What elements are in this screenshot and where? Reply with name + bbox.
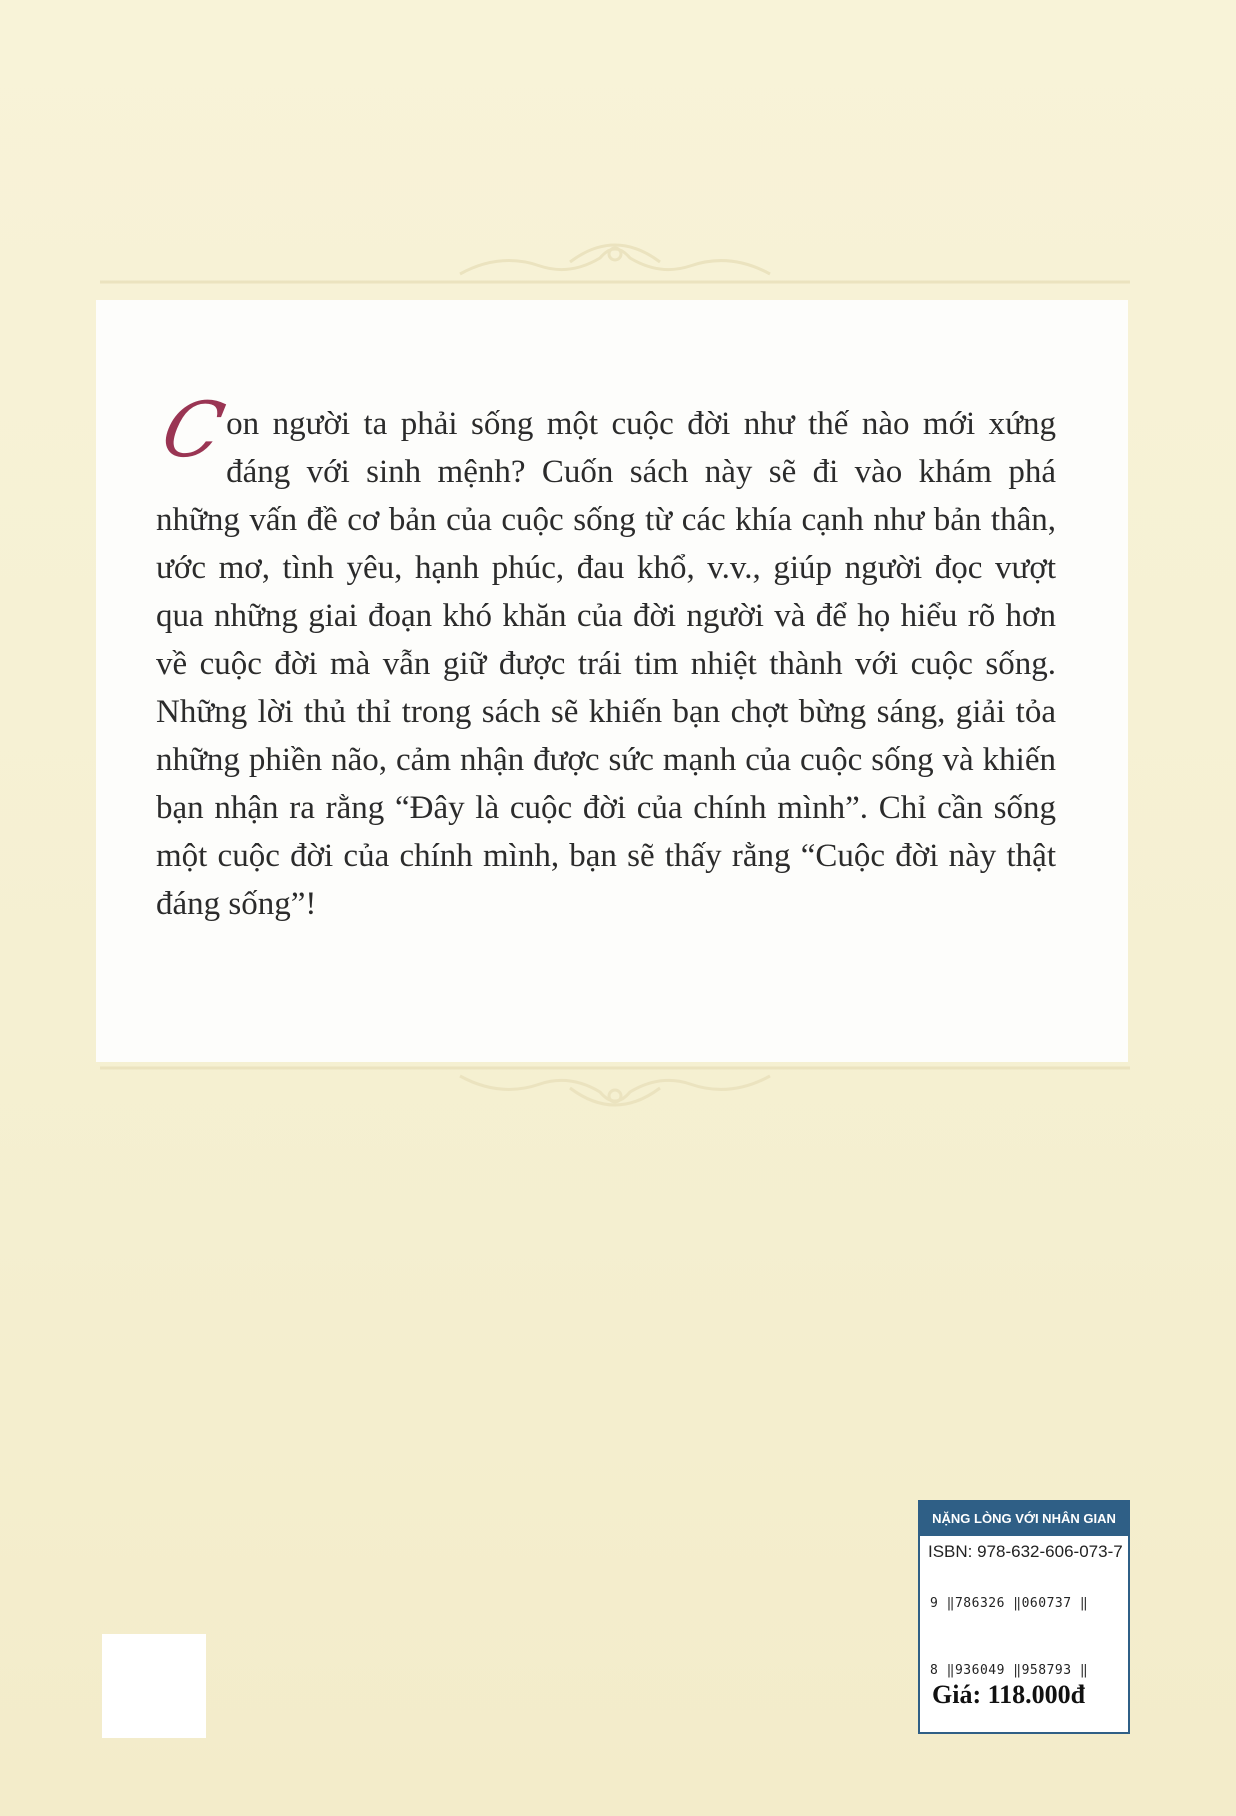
drop-cap: C (154, 385, 232, 474)
blank-label-square (102, 1634, 206, 1738)
barcode-digits-1: 9 ‖786326 ‖060737 ‖ (930, 1596, 1089, 1611)
top-flourish-ornament (100, 232, 1130, 292)
back-cover-blurb (154, 385, 1056, 928)
price-label: Giá: 118.000đ (932, 1680, 1086, 1709)
blurb-text: on người ta phải sống một cuộc đời như thế nào mới xứng đáng với sinh mệnh? Cuốn sách này sẽ đi vào khám phá những vấn đề cơ bản của cuộc sống từ các khía cạnh như bản thân, ước mơ, tình yêu, hạnh phúc, đau khổ, v.v., giúp người đọc vượt qua những giai đoạn khó khăn của đời người và để họ hiểu rõ hơn về cuộc đời mà vẫn giữ được trái tim nhiệt thành với cuộc sống. Những lời thủ thỉ trong sách sẽ khiến bạn chợt bừng sáng, giải tỏa những phiền não, cảm nhận được sức mạnh của cuộc sống và khiến bạn nhận ra rằng “Đây là cuộc đời của chính mình”. Chỉ cần sống một cuộc đời của chính mình, bạn sẽ thấy rằng “Cuộc đời này thật đáng sống”! (156, 406, 1056, 922)
blurb-panel (96, 300, 1128, 1062)
isbn-number: ISBN: 978-632-606-073-7 (928, 1542, 1123, 1561)
barcode-digits-2: 8 ‖936049 ‖958793 ‖ (930, 1663, 1089, 1678)
book-title-label: NẶNG LÒNG VỚI NHÂN GIAN (920, 1502, 1128, 1536)
bottom-flourish-ornament (100, 1058, 1130, 1118)
isbn-price-label (918, 1500, 1130, 1734)
